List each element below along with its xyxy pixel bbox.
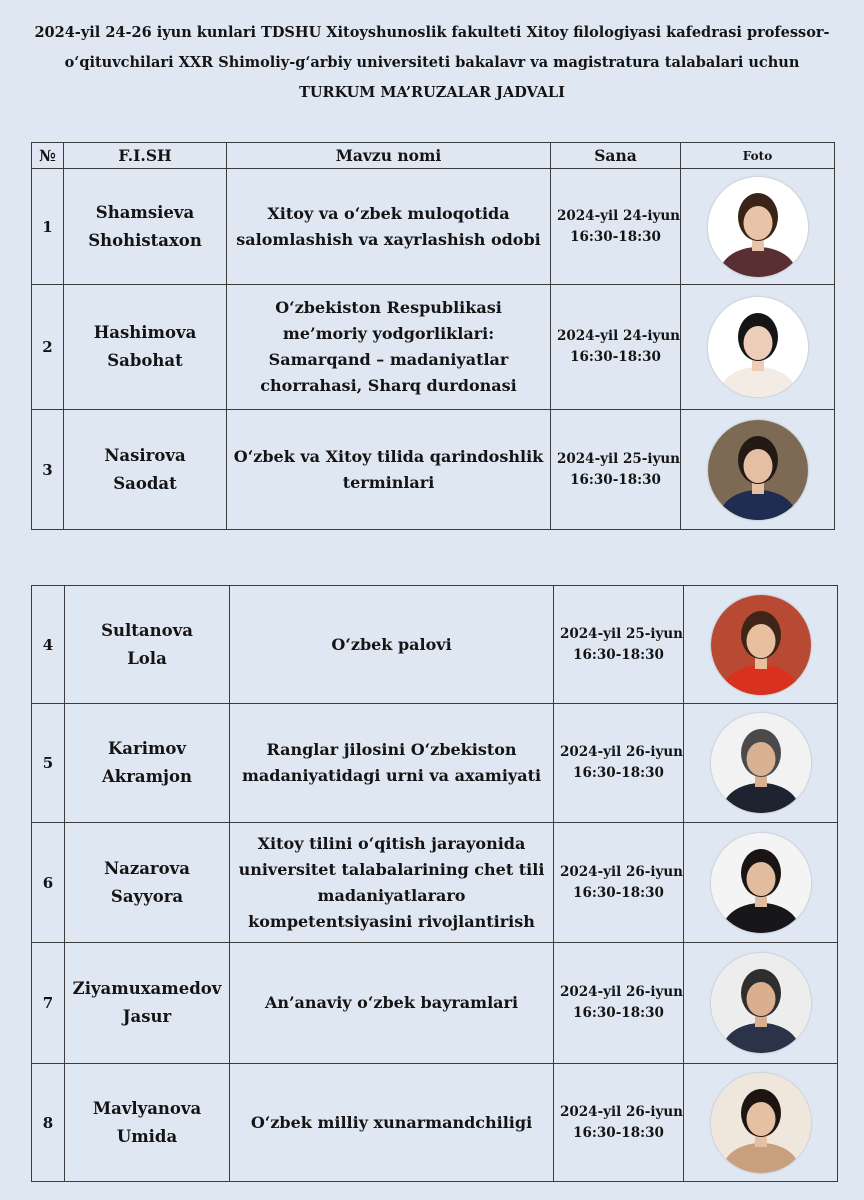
lecturer-surname: Ziyamuxamedov [72, 979, 222, 998]
date-text: 2024-yil 24-iyun [557, 328, 680, 344]
lecturer-surname: Mavlyanova [92, 1098, 202, 1118]
time-text: 16:30-18:30 [570, 228, 661, 245]
lecture-topic [227, 169, 551, 285]
lecturer-surname: Sultanova [101, 620, 193, 640]
lecturer-given-name: Akramjon [101, 767, 193, 786]
topic-line: Oʻzbekiston Respublikasi [275, 298, 502, 317]
col-header-date: Sana [551, 143, 681, 169]
table-header-row [32, 143, 835, 169]
lecture-date [554, 586, 684, 704]
time-text: 16:30-18:30 [573, 765, 664, 781]
row-number: 5 [32, 704, 65, 823]
lecturer-photo [711, 713, 811, 813]
schedule-table-2 [31, 585, 838, 1182]
lecturer-given-name: Sabohat [107, 351, 183, 370]
photo-cell [684, 823, 838, 943]
time-text: 16:30-18:30 [573, 884, 664, 901]
lecture-topic [227, 410, 551, 530]
lecturer-given-name: Jasur [122, 1007, 172, 1026]
topic-line: madaniyatidagi urni va axamiyati [241, 766, 542, 785]
lecture-date [551, 285, 681, 410]
lecturer-surname: Nasirova [104, 445, 186, 465]
photo-cell [684, 1064, 838, 1182]
lecture-topic [230, 1064, 554, 1182]
lecture-topic [230, 823, 554, 943]
topic-line: chorrahasi, Sharq durdonasi [260, 376, 517, 395]
topic-line: salomlashish va xayrlashish odobi [236, 229, 541, 249]
lecture-date [551, 410, 681, 530]
schedule-table-1 [31, 142, 835, 530]
photo-cell [681, 285, 835, 410]
lecturer-name [65, 1064, 230, 1182]
lecturer-name [64, 285, 227, 410]
lecturer-photo [711, 833, 811, 933]
topic-line: Oʻzbek va Xitoy tilida qarindoshlik [233, 446, 544, 466]
row-number: 7 [32, 943, 65, 1064]
lecturer-name [64, 410, 227, 530]
date-text: 2024-yil 25-iyun [557, 450, 680, 467]
lecturer-name [65, 586, 230, 704]
topic-line: madaniyatlararo [317, 885, 466, 905]
row-number: 1 [32, 169, 64, 285]
row-number: 8 [32, 1064, 65, 1182]
time-text: 16:30-18:30 [573, 646, 664, 663]
header-line-2: oʻqituvchilari XXR Shimoliy-gʻarbiy universiteti bakalavr va magistratura talabalari uchun [64, 54, 800, 71]
lecturer-photo [711, 1073, 811, 1173]
topic-line: Ranglar jilosini Oʻzbekiston [266, 740, 517, 759]
lecturer-surname: Shamsieva [95, 202, 195, 222]
topic-line: kompetentsiyasini rivojlantirish [248, 911, 535, 931]
date-text: 2024-yil 25-iyun [560, 625, 683, 642]
col-header-num: № [32, 143, 64, 169]
lecturer-surname: Nazarova [104, 858, 190, 878]
lecturer-photo [708, 420, 808, 520]
date-text: 2024-yil 26-iyun [560, 984, 683, 1000]
lecture-topic [230, 704, 554, 823]
time-text: 16:30-18:30 [570, 349, 661, 365]
table-row [32, 410, 835, 530]
time-text: 16:30-18:30 [573, 1005, 664, 1021]
topic-line: Oʻzbek palovi [331, 634, 452, 654]
time-text: 16:30-18:30 [570, 471, 661, 488]
lecturer-given-name: Sayyora [110, 886, 184, 906]
table-row [32, 943, 838, 1064]
table-row [32, 1064, 838, 1182]
row-number: 3 [32, 410, 64, 530]
lecture-topic [227, 285, 551, 410]
photo-cell [684, 943, 838, 1064]
lecture-topic [230, 586, 554, 704]
topic-line: Xitoy tilini oʻqitish jarayonida [257, 833, 526, 853]
lecturer-name [65, 823, 230, 943]
lecture-topic [230, 943, 554, 1064]
row-number: 2 [32, 285, 64, 410]
date-text: 2024-yil 26-iyun [560, 863, 683, 880]
topic-line: terminlari [342, 472, 435, 492]
row-number: 4 [32, 586, 65, 704]
date-text: 2024-yil 26-iyun [560, 744, 683, 760]
lecturer-photo [711, 953, 811, 1053]
date-text: 2024-yil 24-iyun [557, 207, 680, 224]
table-row [32, 285, 835, 410]
table-row [32, 704, 838, 823]
lecturer-given-name: Lola [127, 648, 167, 668]
photo-cell [681, 169, 835, 285]
photo-cell [684, 586, 838, 704]
col-header-name: F.I.SH [64, 143, 227, 169]
photo-cell [684, 704, 838, 823]
lecture-date [554, 823, 684, 943]
time-text: 16:30-18:30 [573, 1124, 664, 1141]
lecturer-surname: Karimov [107, 739, 187, 758]
lecture-date [551, 169, 681, 285]
row-number: 6 [32, 823, 65, 943]
page-header [0, 18, 864, 108]
photo-cell [681, 410, 835, 530]
table-row [32, 169, 835, 285]
col-header-topic: Mavzu nomi [227, 143, 551, 169]
header-title: TURKUM MA’RUZALAR JADVALI [299, 84, 565, 101]
date-text: 2024-yil 26-iyun [560, 1103, 683, 1120]
lecturer-name [64, 169, 227, 285]
table-row [32, 823, 838, 943]
topic-line: me’moriy yodgorliklari: [282, 324, 495, 343]
lecturer-given-name: Shohistaxon [88, 230, 202, 250]
lecturer-given-name: Saodat [113, 473, 177, 493]
lecturer-name [65, 704, 230, 823]
topic-line: Samarqand – madaniyatlar [268, 350, 509, 369]
topic-line: universitet talabalarining chet tili [238, 859, 545, 879]
lecturer-name [65, 943, 230, 1064]
lecturer-given-name: Umida [116, 1126, 178, 1146]
header-line-1: 2024-yil 24-26 iyun kunlari TDSHU Xitoyshunoslik fakulteti Xitoy filologiyasi kafedrasi professor- [34, 24, 830, 41]
lecture-date [554, 1064, 684, 1182]
topic-line: An’anaviy oʻzbek bayramlari [264, 993, 519, 1012]
topic-line: Oʻzbek milliy xunarmandchiligi [250, 1112, 533, 1132]
lecturer-surname: Hashimova [93, 323, 197, 342]
col-header-photo: Foto [681, 143, 835, 169]
lecture-date [554, 704, 684, 823]
lecturer-photo [708, 177, 808, 277]
lecturer-photo [711, 595, 811, 695]
lecture-date [554, 943, 684, 1064]
topic-line: Xitoy va oʻzbek muloqotida [267, 203, 510, 223]
table-row [32, 586, 838, 704]
lecturer-photo [708, 297, 808, 397]
